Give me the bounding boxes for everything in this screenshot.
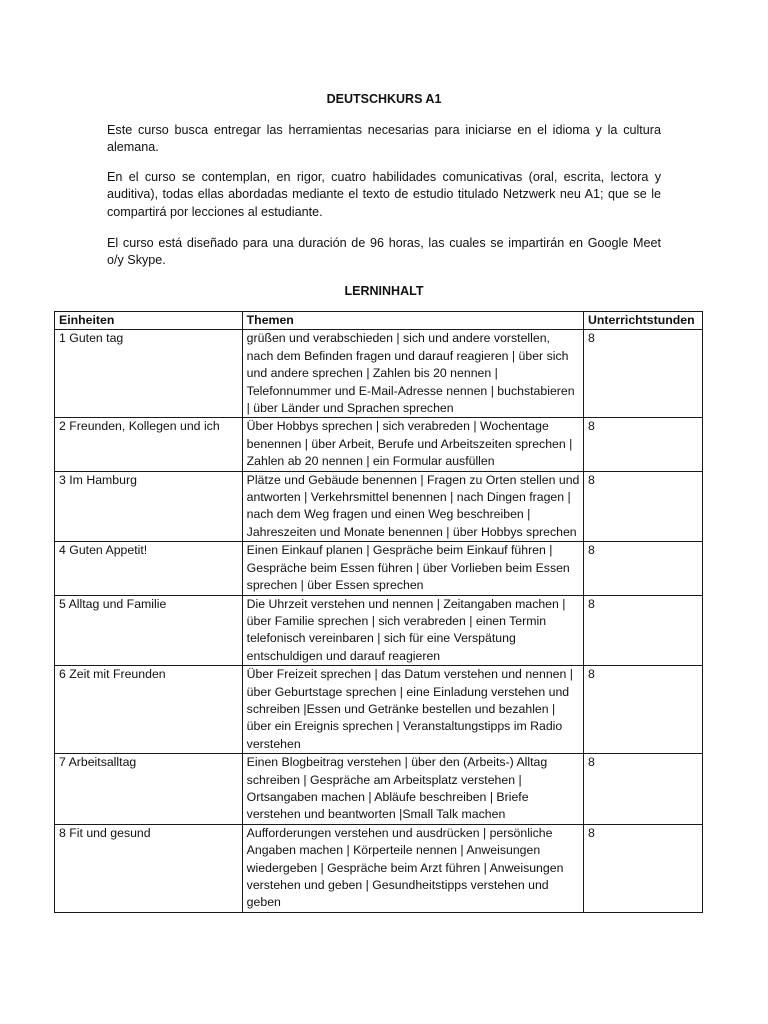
duration-paragraph: El curso está diseñado para una duración de 96 horas, las cuales se impartirán en Google Meet o/y Skype. bbox=[107, 236, 661, 268]
content-table bbox=[54, 311, 703, 913]
unit-cell: 2 Freunden, Kollegen und ich bbox=[55, 418, 243, 471]
unit-cell: 8 Fit und gesund bbox=[55, 824, 243, 912]
table-row bbox=[55, 754, 703, 825]
table-row bbox=[55, 471, 703, 542]
unit-cell: 1 Guten tag bbox=[55, 330, 243, 418]
topics-cell: Die Uhrzeit verstehen und nennen | Zeitangaben machen | über Familie sprechen | sich verabreden | einen Termin telefonisch vereinbaren | sich für eine Verspätung entschuldigen und darauf reagieren bbox=[242, 595, 583, 666]
unit-cell: 3 Im Hamburg bbox=[55, 471, 243, 542]
header-units: Einheiten bbox=[55, 312, 243, 330]
hours-cell: 8 bbox=[584, 418, 703, 471]
topics-cell: Plätze und Gebäude benennen | Fragen zu Orten stellen und antworten | Verkehrsmittel benennen | nach Dingen fragen | nach dem Weg fragen und einen Weg beschreiben | Jahreszeiten und Monate benennen | über Hobbys sprechen bbox=[242, 471, 583, 542]
hours-cell: 8 bbox=[584, 666, 703, 754]
topics-cell: Einen Einkauf planen | Gespräche beim Einkauf führen | Gespräche beim Essen führen | über Vorlieben beim Essen sprechen | über Essen sprechen bbox=[242, 542, 583, 595]
table-row bbox=[55, 595, 703, 666]
document-title: DEUTSCHKURS A1 bbox=[326, 92, 442, 106]
hours-cell: 8 bbox=[584, 542, 703, 595]
skills-paragraph: En el curso se contemplan, en rigor, cuatro habilidades comunicativas (oral, escrita, lectora y auditiva), todas ellas abordadas mediante el texto de estudio titulado Netzwerk neu A1; que se le compartirá por lecciones al estudiante. bbox=[107, 170, 661, 219]
hours-cell: 8 bbox=[584, 595, 703, 666]
hours-cell: 8 bbox=[584, 330, 703, 418]
table-row bbox=[55, 824, 703, 912]
header-topics: Themen bbox=[242, 312, 583, 330]
table-row bbox=[55, 542, 703, 595]
topics-cell: Einen Blogbeitrag verstehen | über den (Arbeits-) Alltag schreiben | Gespräche am Arbeitsplatz verstehen | Ortsangaben machen | Abläufe beschreiben | Briefe verstehen und beantworten |Small Talk machen bbox=[242, 754, 583, 825]
section-title: LERNINHALT bbox=[344, 284, 424, 298]
unit-cell: 4 Guten Appetit! bbox=[55, 542, 243, 595]
unit-cell: 7 Arbeitsalltag bbox=[55, 754, 243, 825]
topics-cell: grüßen und verabschieden | sich und andere vorstellen, nach dem Befinden fragen und darauf reagieren | über sich und andere sprechen | Zahlen bis 20 nennen | Telefonnummer und E-Mail-Adresse nennen | buchstabieren | über Länder und Sprachen sprechen bbox=[242, 330, 583, 418]
hours-cell: 8 bbox=[584, 754, 703, 825]
table-row bbox=[55, 418, 703, 471]
topics-cell: Über Hobbys sprechen | sich verabreden | Wochentage benennen | über Arbeit, Berufe und Arbeitszeiten sprechen | Zahlen ab 20 nennen | ein Formular ausfüllen bbox=[242, 418, 583, 471]
hours-cell: 8 bbox=[584, 471, 703, 542]
table-row bbox=[55, 330, 703, 418]
topics-cell: Über Freizeit sprechen | das Datum verstehen und nennen | über Geburtstage sprechen | eine Einladung verstehen und schreiben |Essen und Getränke bestellen und bezahlen | über ein Ereignis sprechen | Veranstaltungstipps im Radio verstehen bbox=[242, 666, 583, 754]
intro-paragraph: Este curso busca entregar las herramientas necesarias para iniciarse en el idioma y la cultura alemana. bbox=[107, 123, 661, 155]
header-hours: Unterrichtstunden bbox=[584, 312, 703, 330]
table-header-row bbox=[55, 312, 703, 330]
unit-cell: 6 Zeit mit Freunden bbox=[55, 666, 243, 754]
hours-cell: 8 bbox=[584, 824, 703, 912]
table-row bbox=[55, 666, 703, 754]
topics-cell: Aufforderungen verstehen und ausdrücken | persönliche Angaben machen | Körperteile nennen | Anweisungen wiedergeben | Gespräche beim Arzt führen | Anweisungen verstehen und geben | Gesundheitstipps verstehen und geben bbox=[242, 824, 583, 912]
unit-cell: 5 Alltag und Familie bbox=[55, 595, 243, 666]
